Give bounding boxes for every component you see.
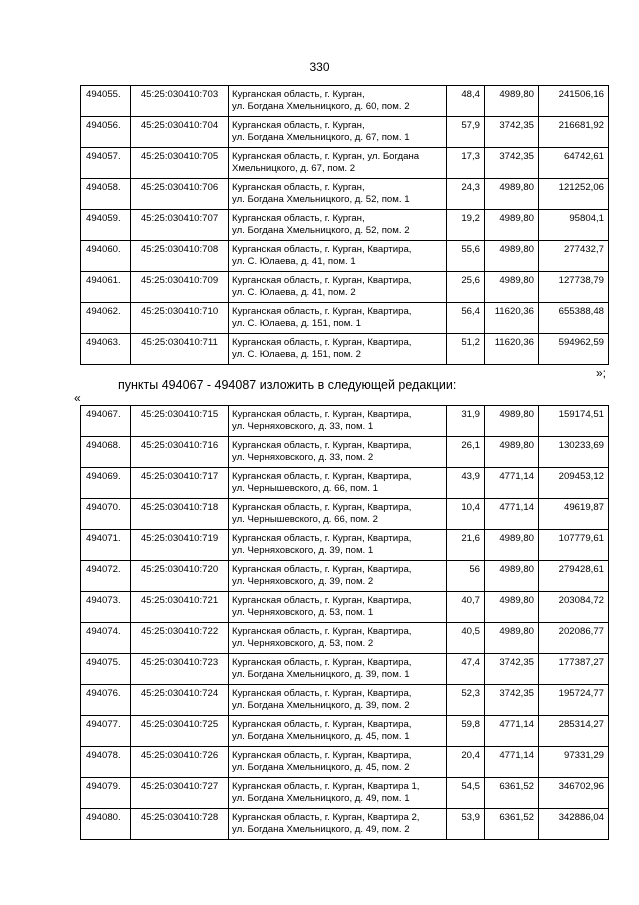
closing-quote: »; [595,366,606,380]
cadastral-number: 45:25:030410:719 [131,530,229,561]
unit-price: 3742,35 [485,148,539,179]
area-value: 59,8 [447,716,485,747]
address-line-2: ул. Богдана Хмельницкого, д. 49, пом. 1 [232,792,410,804]
total-value: 49619,87 [539,499,609,530]
cadastral-number: 45:25:030410:715 [131,406,229,437]
area-value: 55,6 [447,241,485,272]
unit-price: 4989,80 [485,272,539,303]
address [229,334,447,365]
address [229,654,447,685]
address [229,241,447,272]
address-line-1: Курганская область, г. Курган, Квартира 2, [232,812,420,823]
address-line-1: Курганская область, г. Курган, Квартира, [232,244,412,255]
cadastral-number: 45:25:030410:727 [131,778,229,809]
address-line-1: Курганская область, г. Курган, Квартира, [232,719,412,730]
area-value: 17,3 [447,148,485,179]
unit-price: 11620,36 [485,334,539,365]
unit-price: 3742,35 [485,654,539,685]
table-row [81,117,609,148]
unit-price: 4989,80 [485,241,539,272]
address [229,272,447,303]
unit-price: 4771,14 [485,747,539,778]
address-line-1: Курганская область, г. Курган, Квартира, [232,750,412,761]
address-line-2: ул. Чернышевского, д. 66, пом. 1 [232,482,378,494]
address-line-1: Курганская область, г. Курган, Квартира, [232,440,412,451]
address-line-1: Курганская область, г. Курган, Квартира, [232,306,412,317]
row-number: 494059. [81,210,131,241]
cadastral-number: 45:25:030410:723 [131,654,229,685]
row-number: 494057. [81,148,131,179]
cadastral-number: 45:25:030410:725 [131,716,229,747]
unit-price: 4989,80 [485,623,539,654]
address-line-2: ул. Богдана Хмельницкого, д. 45, пом. 1 [232,730,410,742]
address-line-1: Курганская область, г. Курган, Квартира, [232,502,412,513]
table-row [81,437,609,468]
address [229,685,447,716]
row-number: 494062. [81,303,131,334]
unit-price: 4989,80 [485,592,539,623]
address-line-1: Курганская область, г. Курган, ул. Богдана [232,151,420,162]
total-value: 285314,27 [539,716,609,747]
address [229,530,447,561]
unit-price: 4989,80 [485,530,539,561]
cadastral-number: 45:25:030410:710 [131,303,229,334]
address [229,437,447,468]
page-number: 330 [309,60,330,74]
property-table-2 [80,405,609,840]
table-row [81,592,609,623]
address-line-1: Курганская область, г. Курган, Квартира, [232,337,412,348]
row-number: 494078. [81,747,131,778]
total-value: 342886,04 [539,809,609,840]
unit-price: 4989,80 [485,437,539,468]
address-line-2: ул. Богдана Хмельницкого, д. 39, пом. 2 [232,699,410,711]
address [229,778,447,809]
area-value: 24,3 [447,179,485,210]
total-value: 202086,77 [539,623,609,654]
area-value: 40,7 [447,592,485,623]
address-line-2: ул. С. Юлаева, д. 151, пом. 1 [232,317,362,329]
address [229,86,447,117]
address-line-1: Курганская область, г. Курган, Квартира, [232,564,412,575]
area-value: 31,9 [447,406,485,437]
address-line-1: Курганская область, г. Курган, Квартира, [232,626,412,637]
table-row [81,716,609,747]
row-number: 494074. [81,623,131,654]
table-row [81,86,609,117]
cadastral-number: 45:25:030410:720 [131,561,229,592]
area-value: 25,6 [447,272,485,303]
address [229,747,447,778]
address-line-2: ул. Богдана Хмельницкого, д. 39, пом. 1 [232,668,410,680]
unit-price: 4989,80 [485,210,539,241]
table-row [81,530,609,561]
row-number: 494068. [81,437,131,468]
area-value: 21,6 [447,530,485,561]
cadastral-number: 45:25:030410:708 [131,241,229,272]
address [229,592,447,623]
table-row [81,303,609,334]
cadastral-number: 45:25:030410:703 [131,86,229,117]
area-value: 53,9 [447,809,485,840]
total-value: 655388,48 [539,303,609,334]
table-row [81,499,609,530]
address [229,406,447,437]
cadastral-number: 45:25:030410:706 [131,179,229,210]
cadastral-number: 45:25:030410:722 [131,623,229,654]
total-value: 107779,61 [539,530,609,561]
address-line-1: Курганская область, г. Курган, Квартира 1, [232,781,420,792]
area-value: 26,1 [447,437,485,468]
address-line-2: ул. С. Юлаева, д. 41, пом. 1 [232,255,356,267]
address-line-2: ул. Черняховского, д. 33, пом. 1 [232,420,374,432]
cadastral-number: 45:25:030410:728 [131,809,229,840]
address-line-1: Курганская область, г. Курган, Квартира, [232,595,412,606]
row-number: 494079. [81,778,131,809]
table-row [81,778,609,809]
opening-quote: « [74,391,81,405]
table-row [81,179,609,210]
total-value: 95804,1 [539,210,609,241]
total-value: 594962,59 [539,334,609,365]
unit-price: 3742,35 [485,117,539,148]
cadastral-number: 45:25:030410:705 [131,148,229,179]
table-row [81,334,609,365]
address-line-2: ул. Черняховского, д. 39, пом. 2 [232,575,374,587]
table-row [81,210,609,241]
total-value: 177387,27 [539,654,609,685]
area-value: 52,3 [447,685,485,716]
address-line-2: ул. С. Юлаева, д. 151, пом. 2 [232,348,362,360]
row-number: 494073. [81,592,131,623]
area-value: 47,4 [447,654,485,685]
total-value: 121252,06 [539,179,609,210]
address-line-2: ул. С. Юлаева, д. 41, пом. 2 [232,286,356,298]
unit-price: 4989,80 [485,179,539,210]
area-value: 43,9 [447,468,485,499]
total-value: 279428,61 [539,561,609,592]
table-row [81,685,609,716]
property-table-1 [80,85,609,365]
cadastral-number: 45:25:030410:704 [131,117,229,148]
table-row [81,623,609,654]
cadastral-number: 45:25:030410:709 [131,272,229,303]
cadastral-number: 45:25:030410:718 [131,499,229,530]
area-value: 56,4 [447,303,485,334]
cadastral-number: 45:25:030410:716 [131,437,229,468]
row-number: 494067. [81,406,131,437]
table-row [81,809,609,840]
cadastral-number: 45:25:030410:707 [131,210,229,241]
unit-price: 4989,80 [485,406,539,437]
address [229,117,447,148]
area-value: 20,4 [447,747,485,778]
table-row [81,148,609,179]
cadastral-number: 45:25:030410:711 [131,334,229,365]
row-number: 494075. [81,654,131,685]
address-line-2: ул. Черняховского, д. 53, пом. 2 [232,637,374,649]
unit-price: 4771,14 [485,499,539,530]
address-line-1: Курганская область, г. Курган, [232,213,365,224]
unit-price: 4989,80 [485,561,539,592]
unit-price: 4989,80 [485,86,539,117]
row-number: 494056. [81,117,131,148]
total-value: 209453,12 [539,468,609,499]
row-number: 494063. [81,334,131,365]
unit-price: 11620,36 [485,303,539,334]
address-line-1: Курганская область, г. Курган, Квартира, [232,275,412,286]
address-line-2: ул. Богдана Хмельницкого, д. 45, пом. 2 [232,761,410,773]
unit-price: 4771,14 [485,716,539,747]
row-number: 494071. [81,530,131,561]
row-number: 494070. [81,499,131,530]
address [229,623,447,654]
area-value: 10,4 [447,499,485,530]
area-value: 40,5 [447,623,485,654]
address [229,210,447,241]
row-number: 494072. [81,561,131,592]
address-line-2: ул. Черняховского, д. 53, пом. 1 [232,606,374,618]
address-line-2: Хмельницкого, д. 67, пом. 2 [232,162,356,174]
total-value: 195724,77 [539,685,609,716]
address-line-2: ул. Черняховского, д. 39, пом. 1 [232,544,374,556]
area-value: 57,9 [447,117,485,148]
total-value: 130233,69 [539,437,609,468]
area-value: 54,5 [447,778,485,809]
address-line-2: ул. Черняховского, д. 33, пом. 2 [232,451,374,463]
address-line-1: Курганская область, г. Курган, Квартира, [232,533,412,544]
total-value: 64742,61 [539,148,609,179]
address-line-1: Курганская область, г. Курган, [232,89,365,100]
total-value: 216681,92 [539,117,609,148]
row-number: 494077. [81,716,131,747]
address-line-1: Курганская область, г. Курган, Квартира, [232,657,412,668]
row-number: 494069. [81,468,131,499]
address-line-1: Курганская область, г. Курган, [232,182,365,193]
address-line-2: ул. Богдана Хмельницкого, д. 49, пом. 2 [232,823,410,835]
table-row [81,747,609,778]
address [229,148,447,179]
area-value: 56 [447,561,485,592]
row-number: 494058. [81,179,131,210]
unit-price: 3742,35 [485,685,539,716]
area-value: 19,2 [447,210,485,241]
area-value: 51,2 [447,334,485,365]
table-row [81,272,609,303]
cadastral-number: 45:25:030410:726 [131,747,229,778]
table-row [81,468,609,499]
table-row [81,654,609,685]
address [229,561,447,592]
address [229,179,447,210]
row-number: 494076. [81,685,131,716]
cadastral-number: 45:25:030410:721 [131,592,229,623]
table-row [81,561,609,592]
address-line-2: ул. Богдана Хмельницкого, д. 67, пом. 1 [232,131,410,143]
row-number: 494080. [81,809,131,840]
address-line-2: ул. Чернышевского, д. 66, пом. 2 [232,513,378,525]
unit-price: 4771,14 [485,468,539,499]
address-line-2: ул. Богдана Хмельницкого, д. 52, пом. 1 [232,193,410,205]
area-value: 48,4 [447,86,485,117]
total-value: 159174,51 [539,406,609,437]
address-line-1: Курганская область, г. Курган, Квартира, [232,409,412,420]
total-value: 127738,79 [539,272,609,303]
address [229,809,447,840]
total-value: 203084,72 [539,592,609,623]
unit-price: 6361,52 [485,778,539,809]
total-value: 97331,29 [539,747,609,778]
total-value: 277432,7 [539,241,609,272]
address-line-1: Курганская область, г. Курган, [232,120,365,131]
address-line-2: ул. Богдана Хмельницкого, д. 52, пом. 2 [232,224,410,236]
address [229,716,447,747]
address-line-1: Курганская область, г. Курган, Квартира, [232,688,412,699]
address [229,499,447,530]
total-value: 346702,96 [539,778,609,809]
address-line-1: Курганская область, г. Курган, Квартира, [232,471,412,482]
address-line-2: ул. Богдана Хмельницкого, д. 60, пом. 2 [232,100,410,112]
cadastral-number: 45:25:030410:724 [131,685,229,716]
total-value: 241506,16 [539,86,609,117]
address [229,468,447,499]
row-number: 494055. [81,86,131,117]
instruction-text: пункты 494067 - 494087 изложить в следующей редакции: [118,378,457,392]
address [229,303,447,334]
unit-price: 6361,52 [485,809,539,840]
table-row [81,406,609,437]
row-number: 494060. [81,241,131,272]
cadastral-number: 45:25:030410:717 [131,468,229,499]
table-row [81,241,609,272]
row-number: 494061. [81,272,131,303]
